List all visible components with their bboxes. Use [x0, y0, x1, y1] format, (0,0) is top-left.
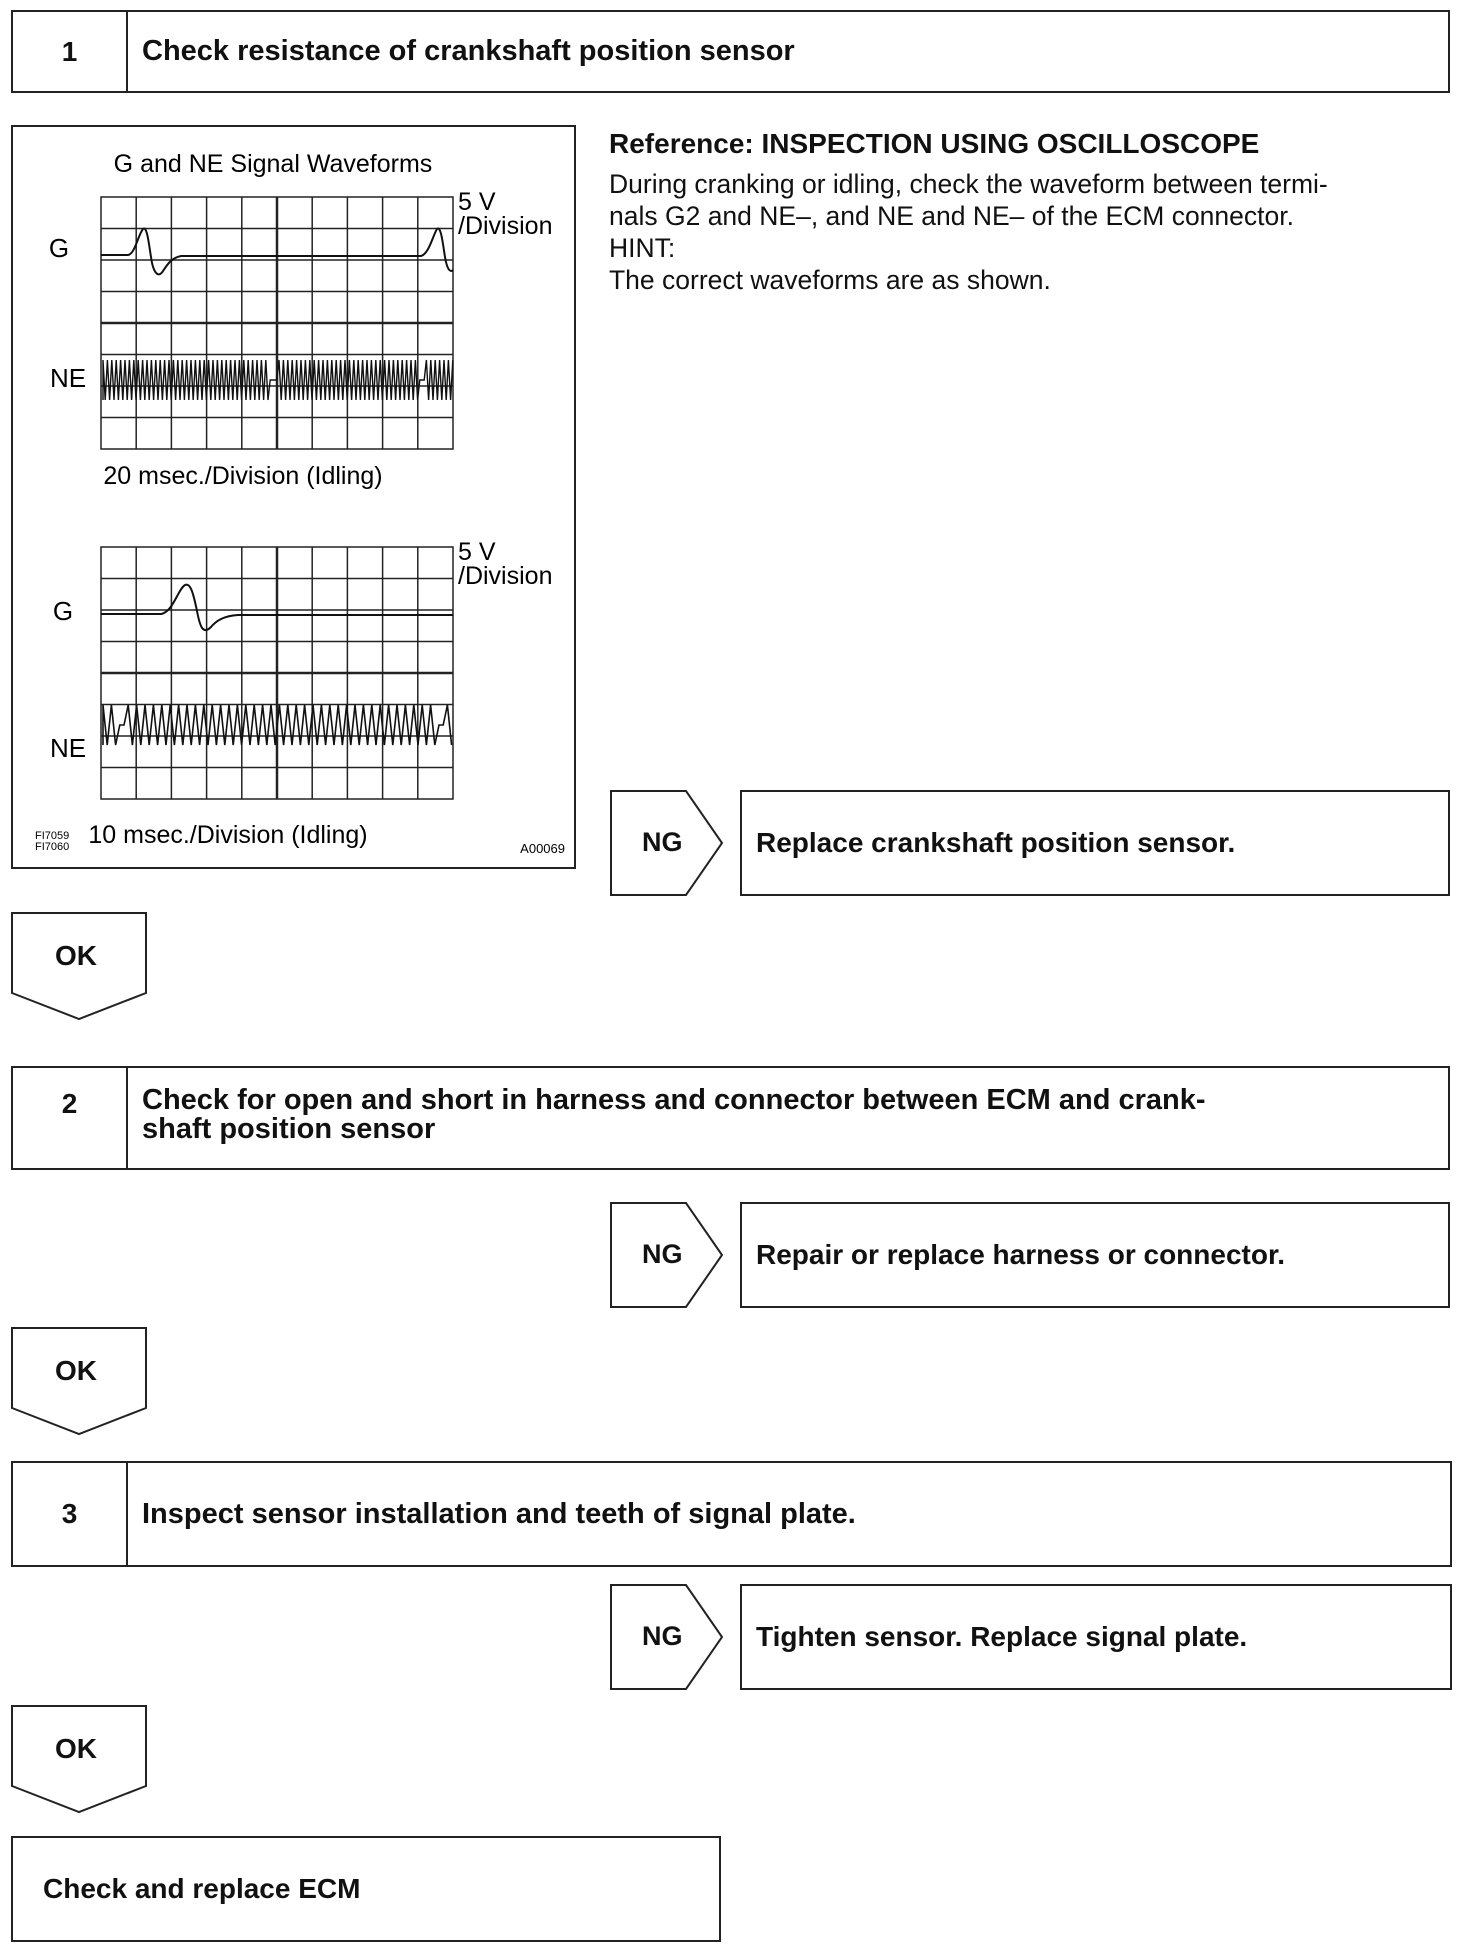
step-1-title: Check resistance of crankshaft position sensor [142, 35, 795, 67]
waveform-figure [11, 125, 576, 869]
scope-1-grid [101, 197, 453, 449]
figure-code-b: FI7060 [35, 841, 70, 853]
scope-1-time: 20 msec./Division (Idling) [103, 462, 383, 490]
step-3-box [11, 1461, 1452, 1567]
step-2-box [11, 1066, 1450, 1170]
scope-1 [49, 188, 553, 490]
figure-heading: G and NE Signal Waveforms [113, 150, 433, 178]
reference-body [609, 168, 1459, 296]
step-1-number: 1 [13, 12, 128, 91]
ng-label-1: NG [642, 827, 683, 857]
scope-1-volts: 5 V [458, 188, 496, 216]
scope-2-g-label: G [52, 596, 74, 626]
scope-1-volts-unit: /Division [458, 212, 553, 240]
step-2-title: Check for open and short in harness and connector between ECM and crank- shaft position sensor [142, 1084, 1206, 1145]
action-box-1: Replace crankshaft position sensor. [740, 790, 1450, 896]
ok-label-2: OK [55, 1355, 97, 1386]
ok-label-1: OK [55, 940, 97, 971]
ng-arrow-3 [610, 1584, 725, 1690]
step-3-number: 3 [13, 1463, 128, 1565]
reference-line-1: During cranking or idling, check the waveform between termi- [609, 169, 1328, 199]
scope-2-grid [101, 547, 453, 799]
ng-arrow-2 [610, 1202, 725, 1308]
ok-arrow-2 [11, 1327, 149, 1437]
scope-2-volts-unit: /Division [458, 562, 553, 590]
step-3-title: Inspect sensor installation and teeth of signal plate. [142, 1497, 856, 1530]
reference-line-2: nals G2 and NE–, and NE and NE– of the ECM connector. [609, 201, 1294, 231]
scope-1-ne-label: NE [49, 363, 87, 393]
final-action-box: Check and replace ECM [11, 1836, 721, 1942]
figure-ref-code: A00069 [520, 841, 565, 856]
scope-2-volts: 5 V [458, 538, 496, 566]
ok-label-3: OK [55, 1733, 97, 1764]
step-2-number: 2 [13, 1068, 128, 1168]
scope-1-g-label: G [48, 233, 70, 263]
scope-2-ne-label: NE [49, 733, 87, 763]
oscilloscope-illustration [13, 127, 574, 867]
scope-2-time: 10 msec./Division (Idling) [88, 821, 368, 849]
ng-label-2: NG [642, 1239, 683, 1269]
reference-line-3: The correct waveforms are as shown. [609, 265, 1051, 295]
reference-hint: HINT: [609, 233, 676, 263]
action-box-2: Repair or replace harness or connector. [740, 1202, 1450, 1308]
action-box-3: Tighten sensor. Replace signal plate. [740, 1584, 1452, 1690]
ok-arrow-1 [11, 912, 149, 1022]
ng-arrow-1 [610, 790, 725, 896]
figure-code-a: FI7059 [35, 830, 70, 842]
ok-arrow-3 [11, 1705, 149, 1815]
ng-label-3: NG [642, 1621, 683, 1651]
step-1-box [11, 10, 1450, 93]
scope-2 [50, 538, 553, 849]
reference-title: Reference: INSPECTION USING OSCILLOSCOPE [609, 128, 1260, 159]
